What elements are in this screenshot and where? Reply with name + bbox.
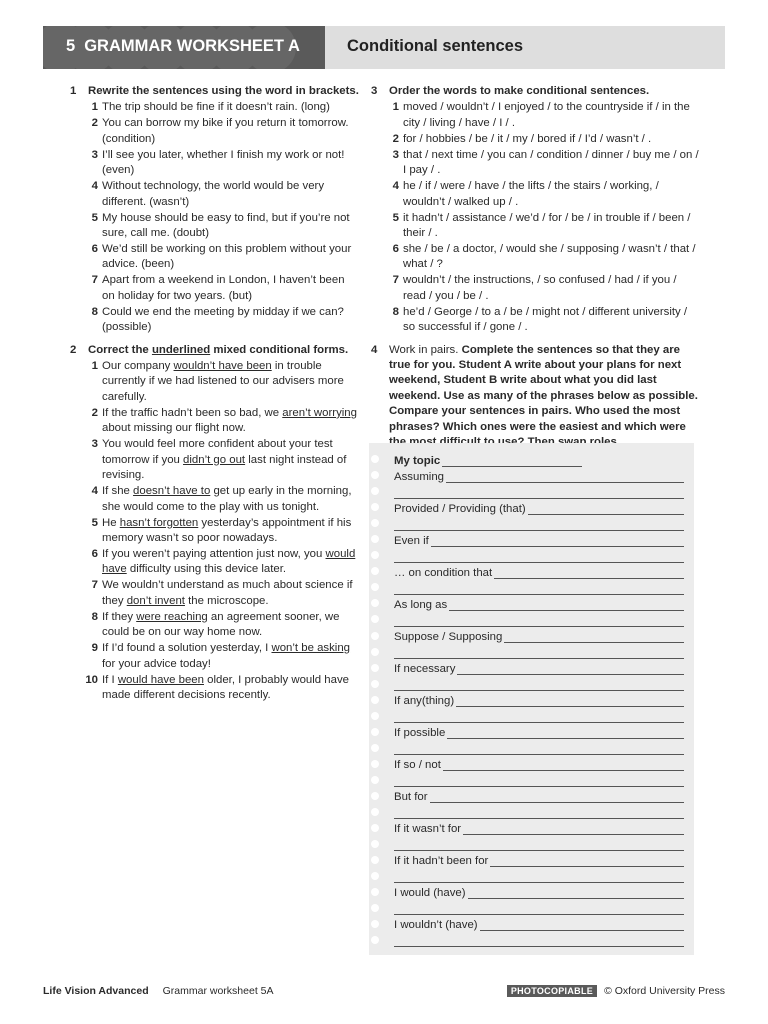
- my-topic-row: [394, 451, 684, 467]
- phrase-input-line[interactable]: [490, 855, 684, 867]
- item-number: 7: [392, 274, 399, 287]
- spiral-hole: [371, 455, 379, 463]
- item-text: My house should be easy to find, but if you’re not sure, call me. (doubt): [102, 211, 350, 240]
- phrase-input-line[interactable]: [443, 759, 684, 771]
- item-text-underlined: won’t be asking: [271, 642, 351, 655]
- phrase-row: [394, 883, 684, 899]
- blank-input-line[interactable]: [394, 675, 684, 691]
- item-text-before: If they: [102, 610, 137, 623]
- spiral-hole: [371, 856, 379, 864]
- list-item: [389, 132, 701, 147]
- exercise-3: [371, 84, 701, 336]
- phrase-label: But for: [394, 791, 428, 803]
- spiral-hole: [371, 487, 379, 495]
- item-number: 10: [85, 673, 98, 686]
- list-item: [88, 406, 360, 437]
- spiral-hole: [371, 760, 379, 768]
- phrase-row: [394, 787, 684, 803]
- spiral-hole: [371, 728, 379, 736]
- exercise-number: 2: [70, 343, 77, 356]
- item-number: 1: [91, 360, 98, 373]
- phrase-label: If possible: [394, 727, 446, 739]
- item-text: wouldn’t / the instructions, / so confused / had / if you / read / you / be / .: [403, 274, 677, 302]
- item-number: 8: [91, 610, 98, 623]
- phrase-label: Suppose / Supposing: [394, 631, 503, 643]
- phrase-input-line[interactable]: [446, 471, 684, 483]
- exercise-instruction: [88, 343, 360, 358]
- item-text: Without technology, the world would be very different. (wasn’t): [102, 180, 325, 208]
- phrase-input-line[interactable]: [528, 503, 684, 515]
- blank-input-line[interactable]: [394, 579, 684, 595]
- item-number: 5: [392, 211, 399, 224]
- spiral-hole: [371, 808, 379, 816]
- list-item: [88, 547, 360, 578]
- list-item: [88, 484, 360, 515]
- item-text: he’d / George / to a / be / might not / different university / so successful if / gone / .: [403, 305, 688, 334]
- item-text: it hadn’t / assistance / we’d / for / be / in trouble if / been / their / .: [403, 211, 691, 240]
- list-item: [88, 242, 360, 273]
- list-item: [88, 437, 360, 483]
- phrase-label: I would (have): [394, 887, 466, 899]
- item-text-after: get up early in the morning, she would come to the play with us tonight.: [102, 485, 352, 513]
- phrase-label: If it hadn’t been for: [394, 855, 489, 867]
- list-item: [88, 179, 360, 210]
- worksheet-title: [66, 37, 300, 56]
- spiral-hole: [371, 615, 379, 623]
- phrase-block: [394, 467, 684, 499]
- worksheet-header: [43, 26, 725, 69]
- phrase-row: [394, 723, 684, 739]
- item-text: for / hobbies / be / it / my / bored if / I’d / wasn’t / .: [403, 132, 652, 145]
- phrase-block: [394, 819, 684, 851]
- spiral-hole: [371, 535, 379, 543]
- item-text: Could we end the meeting by midday if we can? (possible): [102, 305, 344, 334]
- item-number: 5: [91, 211, 98, 224]
- spiral-hole: [371, 792, 379, 800]
- list-item: [389, 273, 701, 304]
- spiral-hole: [371, 776, 379, 784]
- item-text: Apart from a weekend in London, I haven’t been on holiday for two years. (but): [102, 274, 345, 302]
- item-number: 8: [91, 305, 98, 318]
- phrase-block: [394, 691, 684, 723]
- item-text-underlined: wouldn’t have been: [173, 360, 272, 373]
- item-number: 3: [392, 148, 399, 161]
- spiral-hole: [371, 599, 379, 607]
- item-text-before: If the traffic hadn’t been so bad, we: [102, 406, 283, 419]
- list-item: [88, 273, 360, 304]
- left-column: [70, 84, 360, 710]
- phrase-input-line[interactable]: [447, 727, 684, 739]
- photocopiable-badge: PHOTOCOPIABLE: [507, 985, 597, 997]
- item-number: 9: [91, 642, 98, 655]
- instruction-text: Correct the: [88, 343, 152, 356]
- item-text-after: in trouble currently if we had listened to our advisers more carefully.: [102, 360, 344, 403]
- blank-input-line[interactable]: [394, 483, 684, 499]
- item-text: moved / wouldn’t / I enjoyed / to the countryside if / in the city / living / have / I / .: [403, 101, 690, 129]
- item-text: The trip should be fine if it doesn’t rain. (long): [102, 101, 330, 114]
- phrase-label: As long as: [394, 599, 448, 611]
- footer-right: [507, 985, 725, 997]
- item-number: 2: [392, 132, 399, 145]
- spiral-hole: [371, 664, 379, 672]
- list-item: [88, 641, 360, 672]
- phrase-label: … on condition that: [394, 567, 493, 579]
- item-number: 2: [91, 117, 98, 130]
- item-text-before: You would feel more confident about your test tomorrow if you: [102, 438, 333, 466]
- item-text-underlined: aren’t worrying: [282, 406, 357, 419]
- phrase-input-line[interactable]: [431, 535, 684, 547]
- phrase-block: [394, 723, 684, 755]
- item-text-underlined: don’t invent: [126, 594, 185, 607]
- phrase-label: Provided / Providing (that): [394, 503, 526, 515]
- item-number: 6: [91, 547, 98, 560]
- notepad-spiral-holes: [371, 455, 381, 952]
- blank-input-line[interactable]: [394, 867, 684, 883]
- blank-input-line[interactable]: [394, 899, 684, 915]
- exercise-number: 1: [70, 85, 77, 97]
- spiral-hole: [371, 840, 379, 848]
- item-text-after: an agreement sooner, we could be on our way home now.: [102, 610, 340, 639]
- unit-number: 5: [66, 37, 76, 55]
- phrase-block: [394, 915, 684, 947]
- item-number: 7: [91, 274, 98, 287]
- item-text-before: We wouldn’t understand as much about science if they: [102, 579, 353, 607]
- blank-input-line[interactable]: [394, 771, 684, 787]
- phrase-row: [394, 851, 684, 867]
- phrase-block: [394, 563, 684, 595]
- spiral-hole: [371, 888, 379, 896]
- list-item: [88, 578, 360, 609]
- item-text: he / if / were / have / the lifts / the stairs / working, / wouldn’t / walked up / .: [403, 180, 659, 208]
- spiral-hole: [371, 471, 379, 479]
- item-text-before: He: [102, 516, 120, 529]
- right-column: [371, 84, 701, 452]
- item-text: We’d still be working on this problem without your advice. (been): [102, 243, 352, 271]
- item-text-underlined: would have: [102, 547, 356, 576]
- instruction-text: mixed conditional forms.: [210, 343, 349, 356]
- item-text-underlined: didn’t go out: [183, 453, 246, 466]
- list-item: [389, 211, 701, 242]
- item-text-before: If she: [102, 485, 134, 498]
- list-item: [389, 305, 701, 336]
- phrase-input-line[interactable]: [456, 695, 684, 707]
- spiral-hole: [371, 648, 379, 656]
- spiral-hole: [371, 551, 379, 559]
- list-item: [85, 673, 360, 704]
- blank-input-line[interactable]: [394, 611, 684, 627]
- item-text-after: for your advice today!: [102, 657, 211, 670]
- phrase-block: [394, 595, 684, 627]
- spiral-hole: [371, 712, 379, 720]
- footer-brand: Life Vision Advanced: [43, 985, 149, 997]
- exercise-3-items: [389, 100, 701, 335]
- spiral-hole: [371, 904, 379, 912]
- notepad-writing-area: [369, 443, 694, 955]
- blank-input-line[interactable]: [394, 803, 684, 819]
- item-text-underlined: hasn’t forgotten: [119, 516, 199, 529]
- phrase-block: [394, 851, 684, 883]
- phrase-input-line[interactable]: [504, 631, 684, 643]
- item-number: 4: [91, 180, 98, 193]
- header-title-block: [43, 26, 325, 69]
- my-topic-label: My topic: [394, 455, 441, 467]
- instruction-text: Work in pairs.: [389, 343, 459, 356]
- item-number: 5: [91, 516, 98, 529]
- phrase-label: If necessary: [394, 663, 456, 675]
- worksheet-title-text: GRAMMAR WORKSHEET A: [84, 37, 300, 55]
- blank-input-line[interactable]: [394, 515, 684, 531]
- item-text-before: If I: [102, 673, 118, 686]
- item-text-after: older, I probably would have made different decisions recently.: [102, 673, 349, 701]
- list-item: [389, 242, 701, 273]
- list-item: [88, 100, 360, 115]
- item-number: 4: [91, 485, 98, 498]
- notepad-content: [394, 451, 684, 947]
- spiral-hole: [371, 920, 379, 928]
- exercise-instruction: Rewrite the sentences using the word in brackets.: [88, 85, 359, 97]
- phrase-input-line[interactable]: [430, 791, 684, 803]
- item-text-underlined: would have been: [117, 673, 204, 686]
- item-text-before: If I’d found a solution yesterday, I: [102, 642, 272, 655]
- phrase-label: If any(thing): [394, 695, 455, 707]
- phrase-row: [394, 531, 684, 547]
- header-topic-block: [325, 26, 725, 69]
- blank-input-line[interactable]: [394, 643, 684, 659]
- exercise-instruction: Order the words to make conditional sentences.: [389, 85, 650, 97]
- topic-title: Conditional sentences: [347, 37, 524, 55]
- phrase-row: [394, 819, 684, 835]
- list-item: [88, 610, 360, 641]
- list-item: [88, 359, 360, 405]
- my-topic-input-line[interactable]: [442, 456, 582, 467]
- item-text-before: If you weren’t paying attention just now, you: [102, 547, 326, 560]
- phrase-row: [394, 915, 684, 931]
- item-text-before: Our company: [102, 360, 174, 373]
- spiral-hole: [371, 824, 379, 832]
- exercise-1-items: [88, 100, 360, 335]
- phrase-row: [394, 691, 684, 707]
- blank-input-line[interactable]: [394, 739, 684, 755]
- phrase-row: [394, 563, 684, 579]
- item-number: 6: [392, 243, 399, 256]
- spiral-hole: [371, 680, 379, 688]
- list-item: [389, 100, 701, 131]
- footer-copyright: © Oxford University Press: [604, 985, 725, 997]
- phrase-row: [394, 499, 684, 515]
- phrase-row: [394, 627, 684, 643]
- phrase-row: [394, 659, 684, 675]
- footer-page-label: Grammar worksheet 5A: [162, 985, 274, 997]
- item-text-after: the microscope.: [184, 594, 269, 607]
- list-item: [88, 211, 360, 242]
- list-item: [389, 148, 701, 179]
- phrase-block: [394, 883, 684, 915]
- item-text-after: difficulty using this device later.: [126, 563, 287, 576]
- instruction-underlined: underlined: [151, 343, 211, 356]
- item-text-after: last night instead of revising.: [102, 453, 347, 482]
- spiral-hole: [371, 567, 379, 575]
- item-text: You can borrow my bike if you return it tomorrow. (condition): [102, 117, 349, 145]
- phrase-block: [394, 787, 684, 819]
- item-number: 8: [392, 305, 399, 318]
- exercise-number: 4: [371, 343, 378, 356]
- instruction-text: Complete the sentences so that they are true for you. Student A write about your plans for next weekend, Student B write about what you did last weekend. Use as many of the phrases below as possible. Compare your sentences in pairs. Who used the most phrases? Which ones were the easiest and which were: [389, 343, 698, 433]
- spiral-hole: [371, 632, 379, 640]
- phrase-label: Even if: [394, 535, 429, 547]
- exercise-4: [371, 343, 701, 451]
- item-number: 2: [91, 406, 98, 419]
- phrase-block: [394, 659, 684, 691]
- list-item: [88, 148, 360, 179]
- list-item: [88, 116, 360, 147]
- phrase-input-line[interactable]: [494, 567, 684, 579]
- phrase-label: If so / not: [394, 759, 441, 771]
- item-text-after: about missing our flight now.: [102, 422, 246, 435]
- item-number: 1: [392, 101, 399, 114]
- exercise-number: 3: [371, 85, 378, 97]
- phrase-input-line[interactable]: [463, 823, 684, 835]
- blank-input-line[interactable]: [394, 835, 684, 851]
- phrase-row: [394, 595, 684, 611]
- item-text-underlined: doesn’t have to: [133, 485, 211, 498]
- spiral-hole: [371, 872, 379, 880]
- exercise-1: [70, 84, 360, 336]
- spiral-hole: [371, 744, 379, 752]
- spiral-hole: [371, 583, 379, 591]
- phrase-block: [394, 499, 684, 531]
- phrase-block: [394, 531, 684, 563]
- item-number: 3: [91, 438, 98, 451]
- spiral-hole: [371, 519, 379, 527]
- list-item: [88, 305, 360, 336]
- phrase-row: [394, 467, 684, 483]
- phrase-input-line[interactable]: [480, 919, 684, 931]
- blank-input-line[interactable]: [394, 547, 684, 563]
- phrase-list: [394, 467, 684, 947]
- page-footer: [43, 985, 725, 1001]
- item-number: 3: [91, 148, 98, 161]
- spiral-hole: [371, 696, 379, 704]
- item-text: I’ll see you later, whether I finish my work or not! (even): [102, 148, 345, 177]
- phrase-label: Assuming: [394, 471, 445, 483]
- item-text-underlined: were reaching: [136, 610, 208, 623]
- item-number: 4: [392, 180, 399, 193]
- phrase-input-line[interactable]: [449, 599, 684, 611]
- phrase-block: [394, 755, 684, 787]
- footer-left: [43, 985, 274, 997]
- blank-input-line[interactable]: [394, 931, 684, 947]
- item-text: that / next time / you can / condition / dinner / buy me / on / I pay / .: [403, 148, 699, 177]
- list-item: [88, 516, 360, 547]
- item-number: 7: [91, 579, 98, 592]
- item-number: 1: [91, 101, 98, 114]
- exercise-2: [70, 343, 360, 704]
- spiral-hole: [371, 503, 379, 511]
- item-text-after: yesterday’s appointment if his memory wasn’t so poor nowadays.: [102, 516, 352, 544]
- phrase-label: If it wasn’t for: [394, 823, 462, 835]
- item-text: she / be / a doctor, / would she / supposing / wasn’t / that / what / ?: [403, 243, 696, 271]
- list-item: [389, 179, 701, 210]
- phrase-row: [394, 755, 684, 771]
- exercise-2-items: [85, 359, 360, 703]
- phrase-input-line[interactable]: [457, 663, 684, 675]
- phrase-block: [394, 627, 684, 659]
- item-number: 6: [91, 243, 98, 256]
- phrase-label: I wouldn’t (have): [394, 919, 478, 931]
- blank-input-line[interactable]: [394, 707, 684, 723]
- spiral-hole: [371, 936, 379, 944]
- phrase-input-line[interactable]: [468, 887, 684, 899]
- exercise-instruction: [389, 343, 701, 451]
